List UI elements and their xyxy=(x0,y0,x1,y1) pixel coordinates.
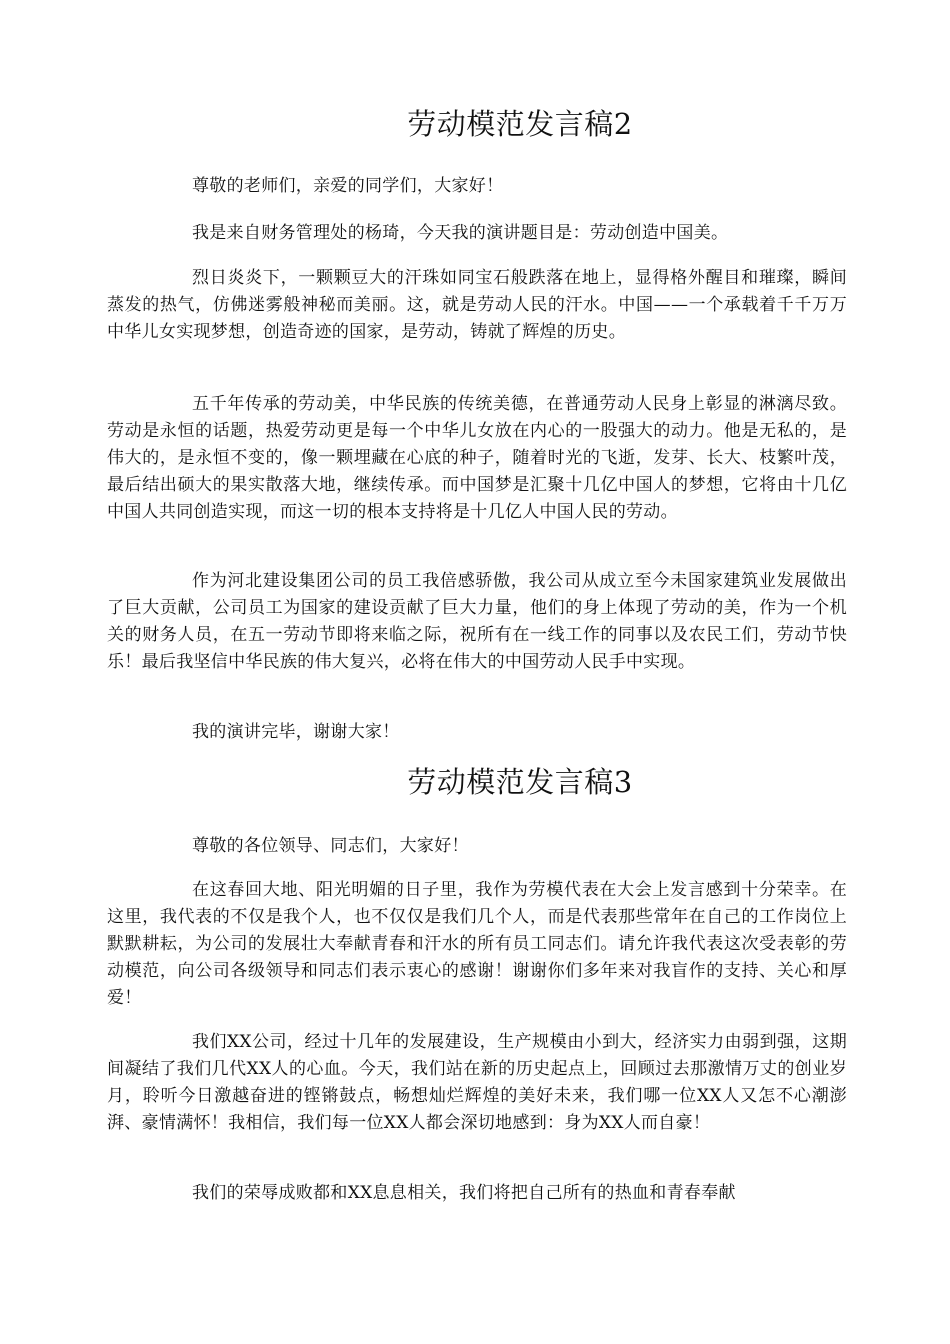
body-paragraph xyxy=(107,265,847,346)
section-title: 劳动模范发言稿3 xyxy=(407,765,633,799)
body-paragraph xyxy=(107,1029,847,1137)
paragraph: 我们的荣辱成败都和XX息息相关，我们将把自己所有的热血和青春奉献 xyxy=(192,1183,736,1203)
intro-paragraph xyxy=(107,220,847,247)
body-paragraph xyxy=(107,877,847,1012)
body-paragraph xyxy=(107,1180,847,1207)
paragraph: 烈日炎炎下，一颗颗豆大的汗珠如同宝石般跌落在地上，显得格外醒目和璀璨，瞬间蒸发的热气，仿佛迷雾般神秘而美丽。这，就是劳动人民的汗水。中国——一个承载着千千万万中华儿女实现梦想，创造奇迹的国家，是劳动，铸就了辉煌的历史。 xyxy=(107,268,847,342)
paragraph: 我们XX公司，经过十几年的发展建设，生产规模由小到大，经济实力由弱到强，这期间凝结了我们几代XX人的心血。今天，我们站在新的历史起点上，回顾过去那激情万丈的创业岁月，聆听今日激越奋进的铿锵鼓点，畅想灿烂辉煌的美好未来，我们哪一位XX人又怎不心潮澎湃、豪情满怀！我相信，我们每一位XX人都会深切地感到：身为XX人而自豪！ xyxy=(107,1032,847,1133)
greeting-paragraph xyxy=(107,173,847,200)
paragraph: 五千年传承的劳动美，中华民族的传统美德，在普通劳动人民身上彰显的淋漓尽致。劳动是永恒的话题，热爱劳动更是每一个中华儿女放在内心的一股强大的动力。他是无私的，是伟大的，是永恒不变的，像一颗埋藏在心底的种子，随着时光的飞逝，发芽、长大、枝繁叶茂，最后结出硕大的果实散落大地，继续传承。而中国梦是汇聚十几亿中国人的梦想，它将由十几亿中国人共同创造实现，而这一切的根本支持将是十几亿人中国人民的劳动。 xyxy=(107,394,847,522)
paragraph: 在这春回大地、阳光明媚的日子里，我作为劳模代表在大会上发言感到十分荣幸。在这里，我代表的不仅是我个人，也不仅仅是我们几个人，而是代表那些常年在自己的工作岗位上默默耕耘，为公司的发展壮大奉献青春和汗水的所有员工同志们。请允许我代表这次受表彰的劳动模范，向公司各级领导和同志们表示衷心的感谢！谢谢你们多年来对我盲作的支持、关心和厚爱！ xyxy=(107,880,847,1008)
section-title: 劳动模范发言稿2 xyxy=(407,107,633,141)
body-paragraph xyxy=(107,391,847,526)
paragraph: 我是来自财务管理处的杨琦，今天我的演讲题目是：劳动创造中国美。 xyxy=(192,223,729,243)
paragraph: 我的演讲完毕，谢谢大家！ xyxy=(192,722,400,742)
paragraph: 尊敬的各位领导、同志们，大家好！ xyxy=(192,836,469,856)
paragraph: 作为河北建设集团公司的员工我倍感骄傲，我公司从成立至今未国家建筑业发展做出了巨大贡献，公司员工为国家的建设贡献了巨大力量，他们的身上体现了劳动的美，作为一个机关的财务人员，在五一劳动节即将来临之际，祝所有在一线工作的同事以及农民工们，劳动节快乐！最后我坚信中华民族的伟大复兴，必将在伟大的中国劳动人民手中实现。 xyxy=(107,571,847,672)
closing-paragraph xyxy=(107,719,847,746)
paragraph: 尊敬的老师们，亲爱的同学们，大家好！ xyxy=(192,176,504,196)
greeting-paragraph xyxy=(107,833,847,860)
body-paragraph xyxy=(107,568,847,676)
